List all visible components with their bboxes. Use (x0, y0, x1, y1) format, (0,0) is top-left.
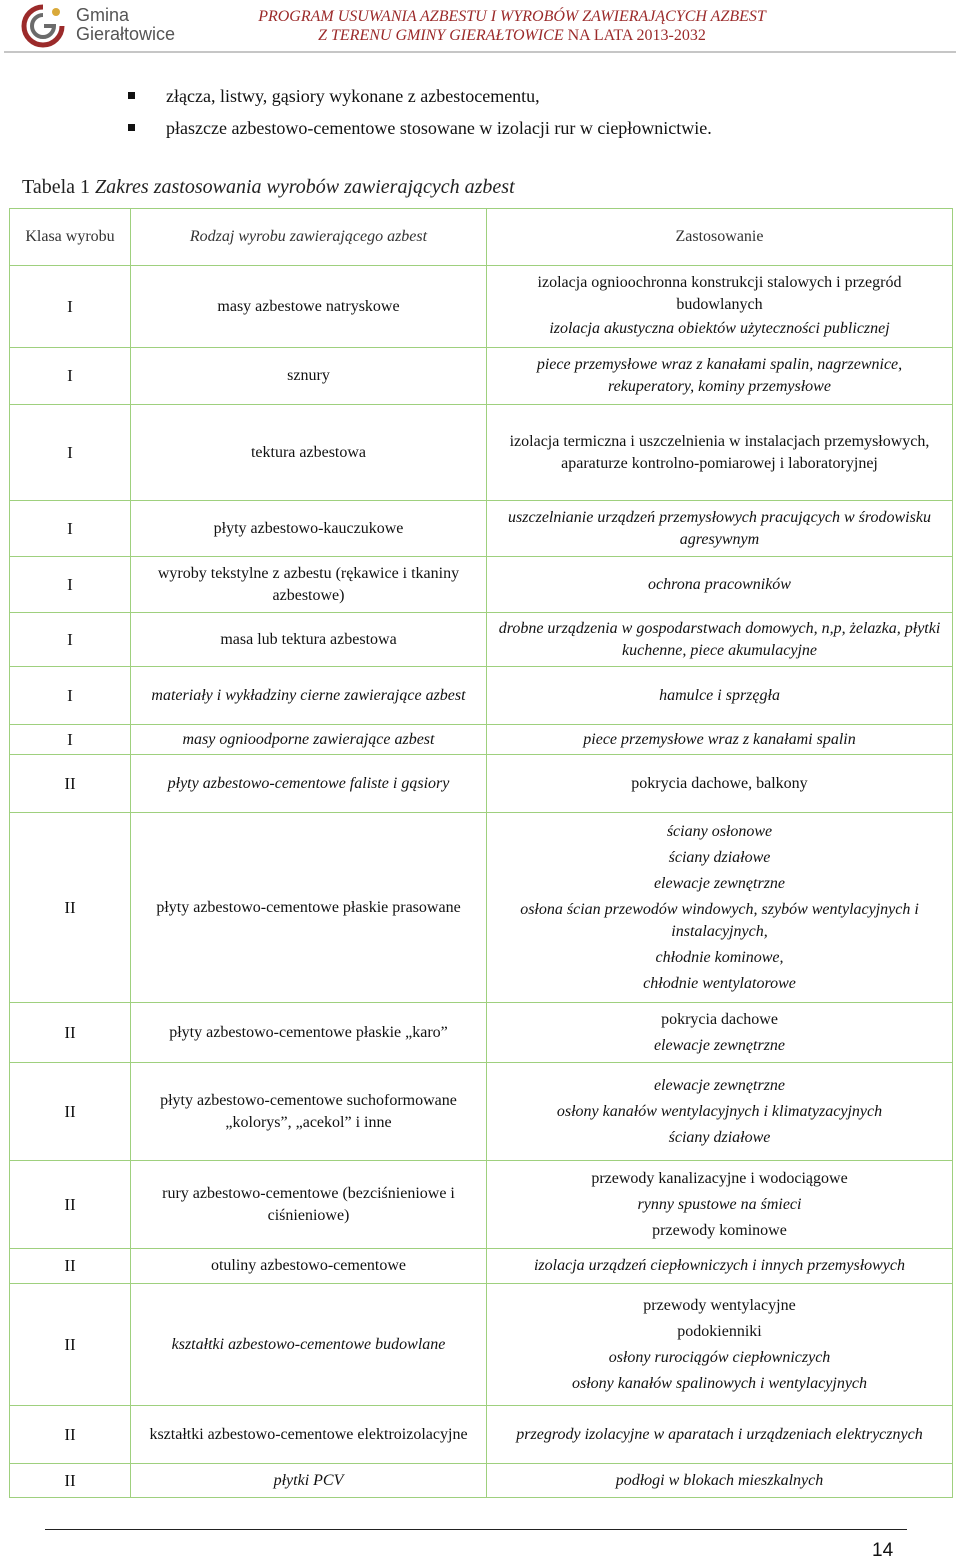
header-divider (4, 51, 956, 53)
cell-rodzaj: otuliny azbestowo-cementowe (131, 1249, 487, 1284)
cell-klasa: I (10, 266, 131, 348)
cell-klasa: II (10, 1284, 131, 1406)
cell-klasa: I (10, 501, 131, 557)
zast-line: rynny spustowe na śmieci (637, 1195, 802, 1213)
table-row (10, 667, 953, 725)
table-caption (22, 176, 515, 199)
bullet-square-icon (128, 92, 135, 99)
cell-rodzaj: płyty azbestowo-cementowe suchoformowane „kolorys”, „acekol” i inne (131, 1063, 487, 1161)
table-row (10, 557, 953, 613)
zast-line: ściany działowe (668, 848, 771, 866)
table-row (10, 1284, 953, 1406)
table-row (10, 405, 953, 501)
logo-line-1: Gmina (76, 5, 130, 25)
cell-klasa: I (10, 405, 131, 501)
cell-klasa: I (10, 667, 131, 725)
zast-line: przewody kominowe (652, 1221, 787, 1239)
program-title-line-2a: Z TERENU GMINY GIERAŁTOWICE (318, 27, 568, 44)
program-title-line-1: PROGRAM USUWANIA AZBESTU I WYROBÓW ZAWIERAJĄCYCH AZBEST (258, 8, 766, 25)
zast-line: osłony kanałów spalinowych i wentylacyjnych (571, 1374, 868, 1392)
cell-zastosowanie: ochrona pracowników (487, 557, 953, 613)
zast-line: chłodnie kominowe, (655, 948, 784, 966)
cell-rodzaj: materiały i wykładziny cierne zawierające azbest (131, 667, 487, 725)
table-row (10, 813, 953, 1003)
zast-line: elewacje zewnętrzne (653, 874, 786, 892)
asbestos-table (9, 208, 953, 1498)
cell-zastosowanie: podłogi w blokach mieszkalnych (487, 1464, 953, 1498)
cell-rodzaj: sznury (131, 348, 487, 405)
table-row (10, 501, 953, 557)
zast-line: osłony kanałów wentylacyjnych i klimatyzacyjnych (556, 1102, 883, 1120)
zast-line: podokienniki (677, 1322, 762, 1340)
cell-klasa: II (10, 1406, 131, 1464)
bullet-square-icon (128, 124, 135, 131)
zast-line: przewody wentylacyjne (643, 1296, 796, 1314)
cell-rodzaj: rury azbestowo-cementowe (bezciśnieniowe i ciśnieniowe) (131, 1161, 487, 1249)
cell-klasa: II (10, 1249, 131, 1284)
table-caption-title: Zakres zastosowania wyrobów zawierających azbest (95, 176, 515, 198)
cell-rodzaj: tektura azbestowa (131, 405, 487, 501)
cell-zastosowanie: uszczelnianie urządzeń przemysłowych pracujących w środowisku agresywnym (487, 501, 953, 557)
cell-klasa: I (10, 725, 131, 755)
table-header-row (10, 209, 953, 266)
zast-line: ściany działowe (668, 1128, 771, 1146)
cell-rodzaj: płyty azbestowo-cementowe płaskie „karo” (131, 1003, 487, 1063)
cell-zastosowanie (487, 1284, 953, 1406)
cell-zastosowanie (487, 1063, 953, 1161)
cell-klasa: II (10, 1063, 131, 1161)
table-row (10, 1003, 953, 1063)
header-rodzaj: Rodzaj wyrobu zawierającego azbest (131, 209, 487, 266)
cell-zastosowanie: piece przemysłowe wraz z kanałami spalin (487, 725, 953, 755)
cell-rodzaj: wyroby tekstylne z azbestu (rękawice i tkaniny azbestowe) (131, 557, 487, 613)
cell-klasa: II (10, 755, 131, 813)
page-header (0, 0, 960, 56)
cell-rodzaj: płytki PCV (131, 1464, 487, 1498)
cell-klasa: I (10, 348, 131, 405)
bullet-text: płaszcze azbestowo-cementowe stosowane w izolacji rur w ciepłownictwie. (166, 118, 712, 138)
cell-klasa: II (10, 1003, 131, 1063)
cell-klasa: II (10, 813, 131, 1003)
zast-line: osłony rurociągów ciepłowniczych (608, 1348, 831, 1366)
table-row (10, 1464, 953, 1498)
zast-line: izolacja ognioochronna konstrukcji stalowych i przegród budowlanych (537, 273, 902, 313)
cell-zastosowanie: pokrycia dachowe, balkony (487, 755, 953, 813)
logo-line-2: Gierałtowice (76, 24, 176, 44)
table-row (10, 613, 953, 667)
cell-rodzaj: płyty azbestowo-cementowe płaskie prasowane (131, 813, 487, 1003)
table-row (10, 1063, 953, 1161)
cell-zastosowanie: piece przemysłowe wraz z kanałami spalin, nagrzewnice, rekuperatory, kominy przemysłowe (487, 348, 953, 405)
cell-klasa: II (10, 1161, 131, 1249)
cell-zastosowanie (487, 1003, 953, 1063)
cell-rodzaj: masy ognioodporne zawierające azbest (131, 725, 487, 755)
gmina-logo-text (76, 6, 175, 44)
table-caption-prefix: Tabela 1 (22, 176, 96, 198)
cell-zastosowanie: izolacja urządzeń ciepłowniczych i innych przemysłowych (487, 1249, 953, 1284)
zast-line: elewacje zewnętrzne (653, 1036, 786, 1054)
cell-klasa: II (10, 1464, 131, 1498)
cell-rodzaj: kształtki azbestowo-cementowe elektroizolacyjne (131, 1406, 487, 1464)
cell-zastosowanie (487, 266, 953, 348)
zast-line: przewody kanalizacyjne i wodociągowe (591, 1169, 848, 1187)
table-row (10, 725, 953, 755)
cell-rodzaj: masa lub tektura azbestowa (131, 613, 487, 667)
zast-line: osłona ścian przewodów windowych, szybów wentylacyjnych i instalacyjnych, (520, 900, 919, 940)
cell-zastosowanie: izolacja termiczna i uszczelnienia w instalacjach przemysłowych, aparaturze kontrolno-pomiarowej i laboratoryjnej (487, 405, 953, 501)
cell-klasa: I (10, 557, 131, 613)
table-row (10, 755, 953, 813)
cell-klasa: I (10, 613, 131, 667)
zast-line: chłodnie wentylatorowe (643, 974, 796, 992)
zast-line: pokrycia dachowe (661, 1010, 778, 1028)
page-number: 14 (872, 1540, 894, 1561)
bullet-text: złącza, listwy, gąsiory wykonane z azbestocementu, (166, 86, 540, 106)
cell-zastosowanie: hamulce i sprzęgła (487, 667, 953, 725)
zast-line: izolacja akustyczna obiektów użyteczności publicznej (549, 319, 890, 337)
table-row (10, 1161, 953, 1249)
header-klasa: Klasa wyrobu (10, 209, 131, 266)
zast-line: ściany osłonowe (666, 822, 773, 840)
program-title-years: NA LATA 2013-2032 (567, 27, 706, 44)
program-title (232, 7, 792, 45)
cell-rodzaj: płyty azbestowo-kauczukowe (131, 501, 487, 557)
cell-rodzaj: kształtki azbestowo-cementowe budowlane (131, 1284, 487, 1406)
program-title-line-2 (232, 26, 792, 45)
cell-zastosowanie (487, 813, 953, 1003)
table-row (10, 266, 953, 348)
table-row (10, 1249, 953, 1284)
zast-line: elewacje zewnętrzne (653, 1076, 786, 1094)
cell-rodzaj: płyty azbestowo-cementowe faliste i gąsiory (131, 755, 487, 813)
footer-divider (45, 1529, 907, 1530)
cell-zastosowanie: drobne urządzenia w gospodarstwach domowych, n,p, żelazka, płytki kuchenne, piece akumulacyjne (487, 613, 953, 667)
cell-zastosowanie (487, 1161, 953, 1249)
cell-zastosowanie: przegrody izolacyjne w aparatach i urządzeniach elektrycznych (487, 1406, 953, 1464)
table-row (10, 348, 953, 405)
gmina-logo-icon (20, 3, 66, 49)
table-row (10, 1406, 953, 1464)
cell-rodzaj: masy azbestowe natryskowe (131, 266, 487, 348)
header-zastosowanie: Zastosowanie (487, 209, 953, 266)
